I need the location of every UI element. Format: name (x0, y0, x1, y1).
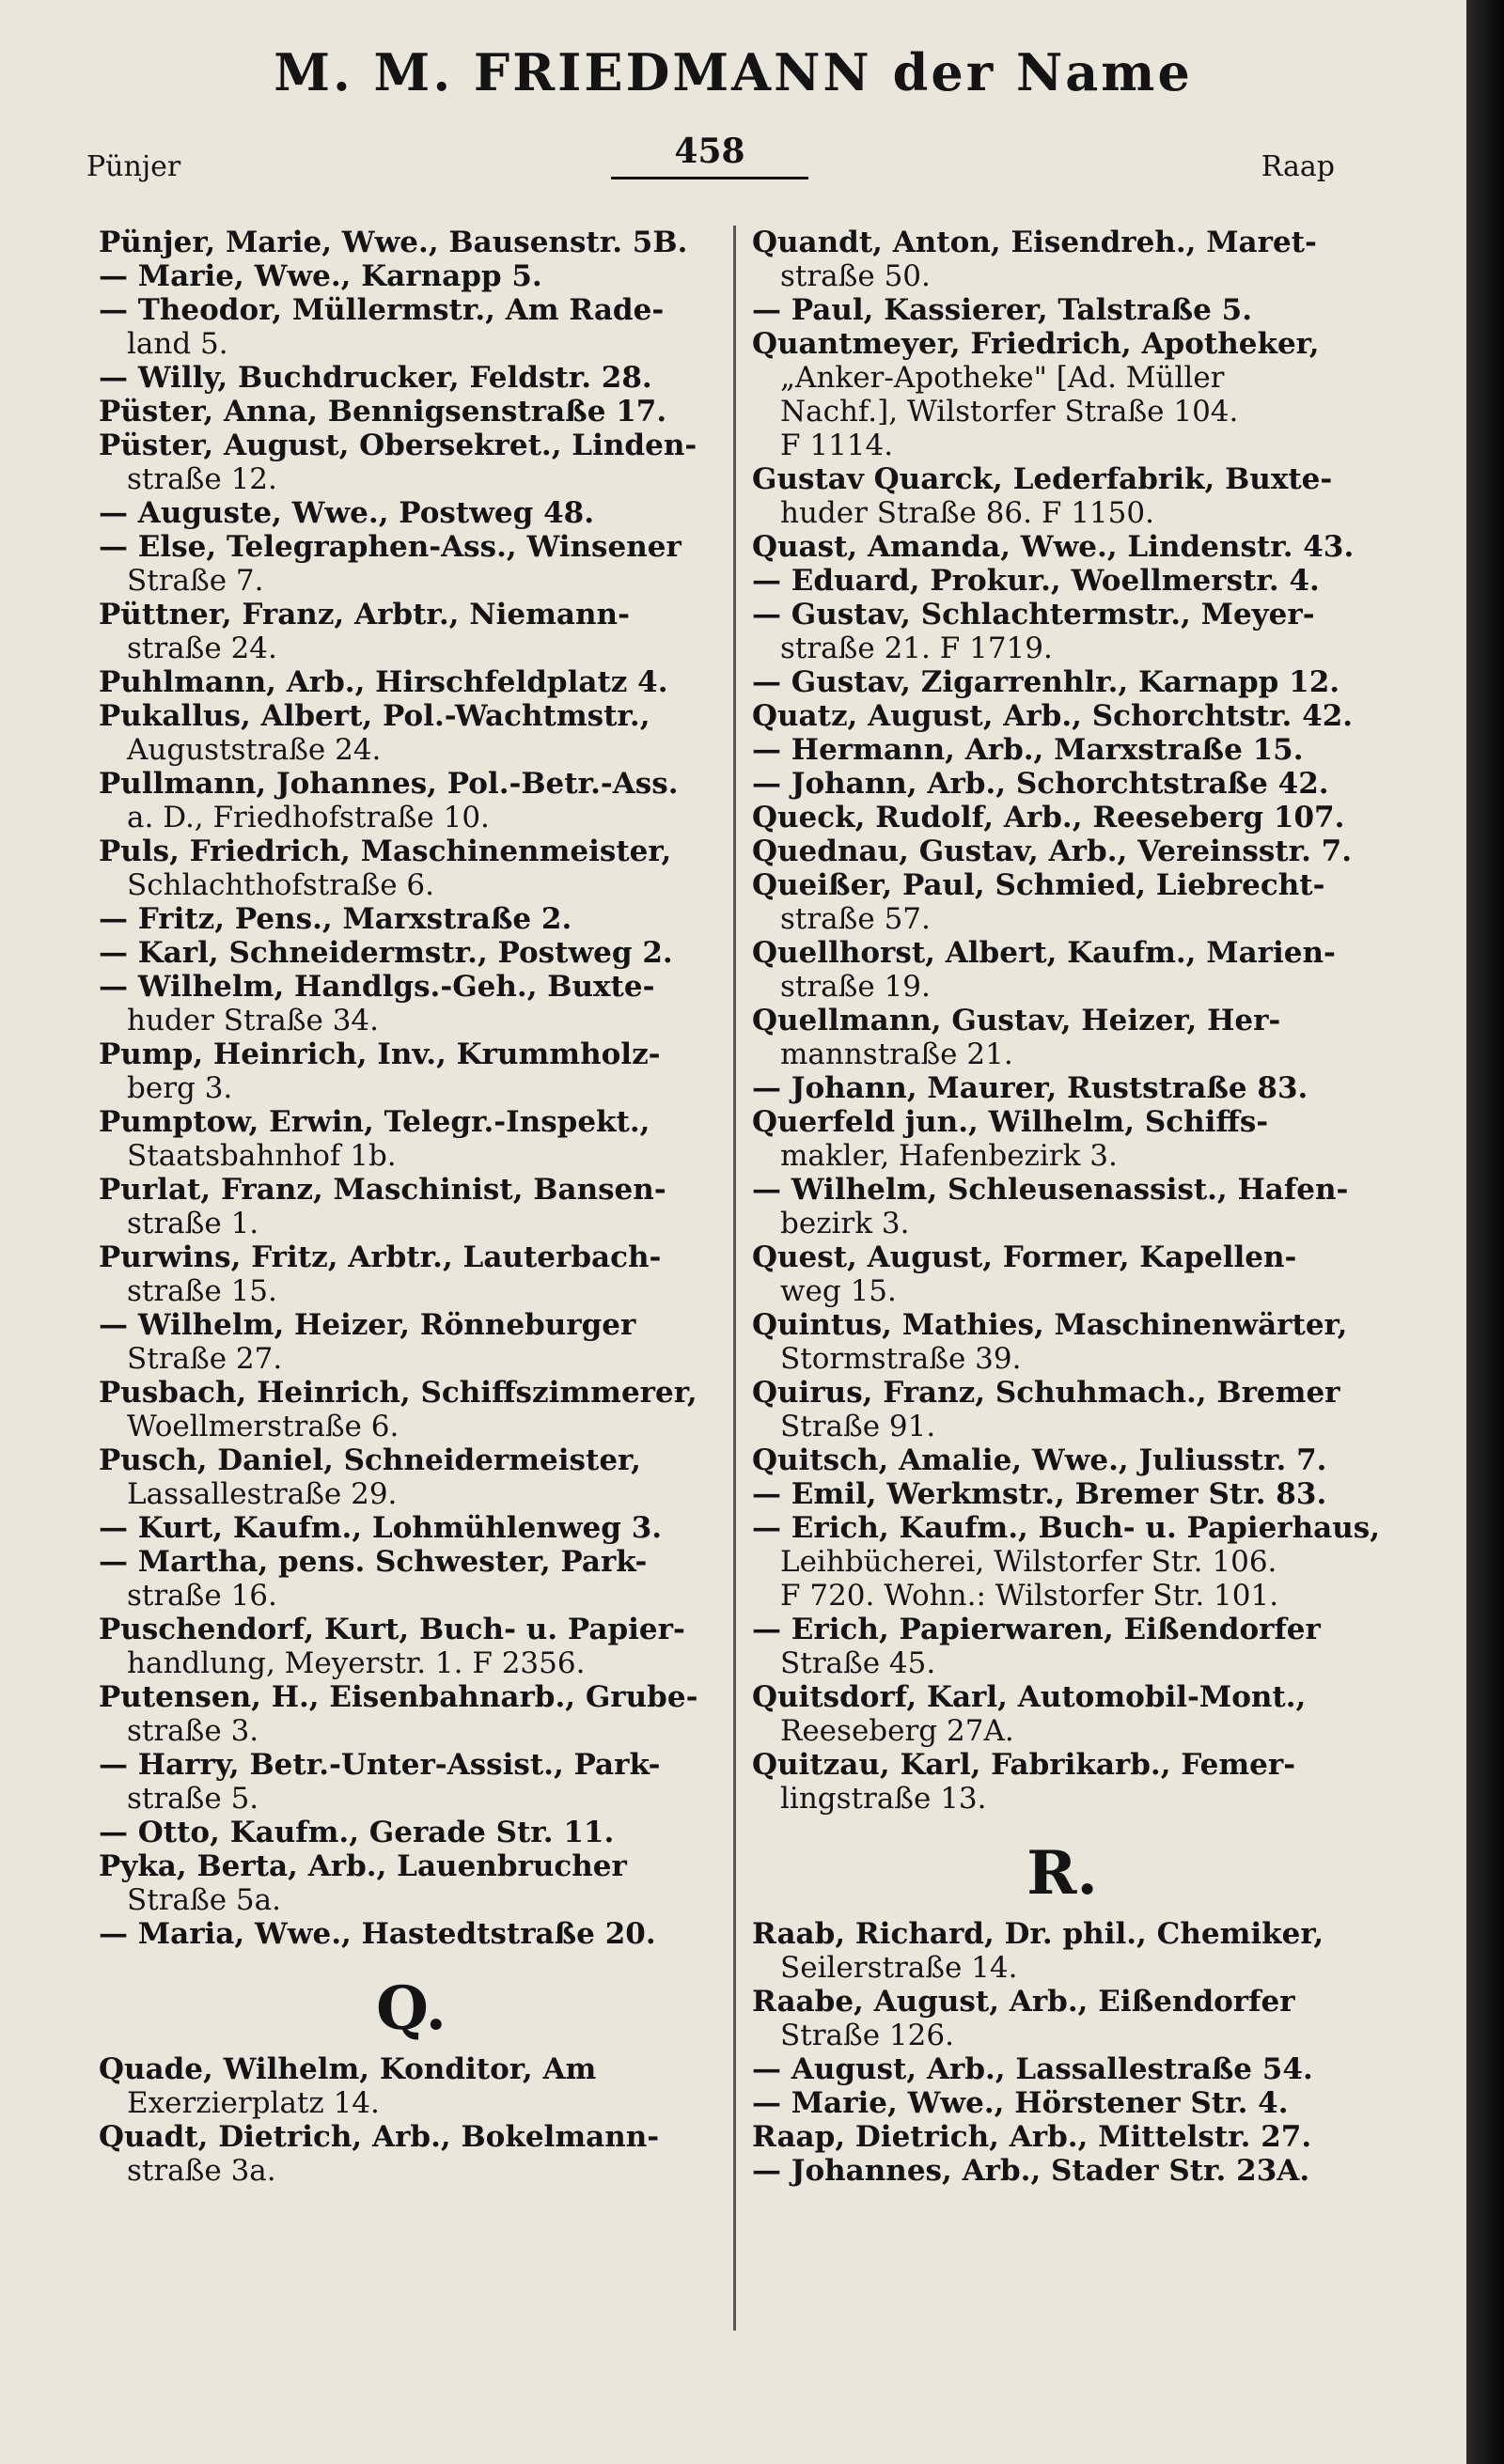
right-column (752, 226, 1381, 2188)
directory-entry-name: — Wilhelm, Heizer, Rönneburger (99, 1308, 636, 1342)
directory-entry-continuation: straße 12. (127, 462, 277, 496)
directory-entry-name: — Wilhelm, Schleusenassist., Hafen- (752, 1173, 1349, 1207)
directory-entry-continuation: straße 21. F 1719. (780, 632, 1053, 665)
directory-entry-name: Quirus, Franz, Schuhmach., Bremer (752, 1376, 1340, 1410)
directory-entry (99, 902, 724, 936)
directory-entry-name: — Maria, Wwe., Hastedtstraße 20. (99, 1917, 656, 1951)
directory-entry (752, 1004, 1372, 1071)
directory-entry-name: — Else, Telegraphen-Ass., Winsener (99, 530, 682, 564)
directory-entry (99, 699, 724, 767)
directory-entry-continuation: a. D., Friedhofstraße 10. (127, 801, 490, 834)
directory-entry-name: — Eduard, Prokur., Woellmerstr. 4. (752, 564, 1320, 598)
directory-entry-continuation: Straße 45. (780, 1646, 936, 1680)
directory-entry (99, 1240, 724, 1308)
directory-entry-continuation: lingstraße 13. (780, 1782, 987, 1816)
directory-entry-name: Quitsdorf, Karl, Automobil-Mont., (752, 1680, 1307, 1714)
page-number: 458 (611, 132, 808, 179)
directory-entry (752, 327, 1372, 462)
running-head-left: Pünjer (86, 150, 181, 183)
directory-entry-name: Püster, Anna, Bennigsenstraße 17. (99, 395, 667, 429)
directory-entry-continuation: huder Straße 34. (127, 1004, 379, 1037)
directory-entry-name: Pump, Heinrich, Inv., Krummholz- (99, 1037, 661, 1071)
directory-entry (99, 598, 724, 665)
directory-entry-name: — Fritz, Pens., Marxstraße 2. (99, 902, 572, 936)
directory-entry-name: Queck, Rudolf, Arb., Reeseberg 107. (752, 801, 1345, 834)
section-letter-r: R. (1026, 1838, 1098, 1909)
directory-entry-name: — Otto, Kaufm., Gerade Str. 11. (99, 1816, 615, 1849)
directory-entry-name: Pukallus, Albert, Pol.-Wachtmstr., (99, 699, 650, 733)
directory-entry (752, 834, 1372, 868)
directory-entry-name: Quatz, August, Arb., Schorchtstr. 42. (752, 699, 1354, 733)
directory-entry-name: Puschendorf, Kurt, Buch- u. Papier- (99, 1613, 685, 1646)
directory-entry (752, 733, 1372, 767)
directory-entry (752, 1443, 1372, 1477)
masthead: M. M. FRIEDMANN der Name (274, 42, 1193, 102)
directory-entry-name: Putensen, H., Eisenbahnarb., Grube- (99, 1680, 698, 1714)
directory-entry (752, 1613, 1372, 1680)
directory-entry-name: Quitzau, Karl, Fabrikarb., Femer- (752, 1748, 1296, 1782)
directory-entry (99, 1443, 724, 1511)
directory-entry (99, 834, 724, 902)
directory-entry-name: — Hermann, Arb., Marxstraße 15. (752, 733, 1304, 767)
directory-entry (99, 1816, 724, 1849)
directory-entry (99, 361, 724, 395)
directory-entry-continuation: Woellmerstraße 6. (127, 1410, 400, 1443)
directory-entry-continuation: Exerzierplatz 14. (127, 2086, 380, 2120)
directory-entry (99, 1748, 724, 1816)
directory-entry-continuation: straße 15. (127, 1274, 277, 1308)
directory-entry (99, 1173, 724, 1240)
directory-entry (99, 1680, 724, 1748)
directory-entry-name: Raap, Dietrich, Arb., Mittelstr. 27. (752, 2120, 1312, 2154)
directory-entry-name: Raabe, August, Arb., Eißendorfer (752, 1985, 1295, 2019)
directory-entry-continuation: straße 19. (780, 970, 931, 1004)
directory-entry-name: — Gustav, Zigarrenhlr., Karnapp 12. (752, 665, 1340, 699)
directory-entry-continuation: Staatsbahnhof 1b. (127, 1139, 397, 1173)
directory-entry-continuation: Straße 5a. (127, 1883, 281, 1917)
directory-entry-name: — Marie, Wwe., Karnapp 5. (99, 259, 542, 293)
directory-entry-continuation: Straße 27. (127, 1342, 283, 1376)
directory-entry-name: — Willy, Buchdrucker, Feldstr. 28. (99, 361, 652, 395)
directory-entry (752, 530, 1372, 564)
directory-entry-name: Püster, August, Obersekret., Linden- (99, 429, 697, 462)
directory-entry-continuation: straße 1. (127, 1207, 259, 1240)
directory-entry-continuation: Seilerstraße 14. (780, 1951, 1018, 1985)
directory-entry-name: — August, Arb., Lassallestraße 54. (752, 2052, 1313, 2086)
directory-entry-name: Pullmann, Johannes, Pol.-Betr.-Ass. (99, 767, 679, 801)
directory-entry (752, 598, 1372, 665)
directory-entry-continuation: Schlachthofstraße 6. (127, 868, 434, 902)
directory-entry-name: Gustav Quarck, Lederfabrik, Buxte- (752, 462, 1333, 496)
directory-entry-continuation: Straße 91. (780, 1410, 936, 1443)
left-column-entries (99, 226, 724, 1951)
directory-entry-continuation: Stormstraße 39. (780, 1342, 1022, 1376)
directory-entry (99, 936, 724, 970)
directory-entry (99, 1511, 724, 1545)
directory-entry (99, 1545, 724, 1613)
directory-entry-name: Pusbach, Heinrich, Schiffszimmerer, (99, 1376, 697, 1410)
directory-entry (99, 970, 724, 1037)
directory-entry (752, 2052, 1372, 2086)
directory-entry (752, 1511, 1381, 1613)
directory-entry (752, 293, 1372, 327)
directory-entry-continuation: huder Straße 86. F 1150. (780, 496, 1154, 530)
directory-entry (99, 2052, 724, 2120)
directory-entry-name: Quednau, Gustav, Arb., Vereinsstr. 7. (752, 834, 1353, 868)
directory-entry-name: — Johann, Arb., Schorchtstraße 42. (752, 767, 1329, 801)
directory-entry (752, 699, 1372, 733)
directory-entry (752, 1748, 1372, 1816)
directory-entry-continuation: land 5. (127, 327, 228, 361)
directory-entry (752, 801, 1372, 834)
directory-entry-continuation: „Anker-Apotheke" [Ad. Müller (780, 361, 1225, 395)
directory-entry-name: Puhlmann, Arb., Hirschfeldplatz 4. (99, 665, 668, 699)
directory-entry-name: — Johann, Maurer, Ruststraße 83. (752, 1071, 1308, 1105)
directory-entry-continuation: straße 16. (127, 1579, 277, 1613)
directory-entry-continuation: Auguststraße 24. (127, 733, 382, 767)
directory-entry (752, 1240, 1372, 1308)
directory-entry (99, 665, 724, 699)
left-column (99, 226, 724, 2188)
directory-entry (99, 530, 724, 598)
directory-entry (752, 2154, 1372, 2188)
directory-entry (752, 2120, 1372, 2154)
directory-entry (752, 462, 1372, 530)
directory-entry-name: — Theodor, Müllermstr., Am Rade- (99, 293, 665, 327)
directory-entry-continuation: straße 50. (780, 259, 931, 293)
directory-entry-continuation: Nachf.], Wilstorfer Straße 104. (780, 395, 1239, 429)
directory-entry-continuation: Straße 7. (127, 564, 264, 598)
directory-entry (99, 1105, 724, 1173)
directory-entry-name: — Erich, Papierwaren, Eißendorfer (752, 1613, 1321, 1646)
directory-entry-name: Pumptow, Erwin, Telegr.-Inspekt., (99, 1105, 650, 1139)
page-edge-shadow (1466, 0, 1504, 2464)
directory-entry (99, 1308, 724, 1376)
directory-entry-name: Quellhorst, Albert, Kaufm., Marien- (752, 936, 1336, 970)
directory-entry-name: Pusch, Daniel, Schneidermeister, (99, 1443, 641, 1477)
directory-entry (752, 1308, 1372, 1376)
column-divider (733, 226, 736, 2331)
section-r-entries (752, 1917, 1372, 2188)
directory-entry (99, 429, 724, 496)
section-q-entries (99, 2052, 724, 2188)
directory-entry-name: — Emil, Werkmstr., Bremer Str. 83. (752, 1477, 1327, 1511)
directory-entry-name: Purwins, Fritz, Arbtr., Lauterbach- (99, 1240, 662, 1274)
directory-entry-name: — Paul, Kassierer, Talstraße 5. (752, 293, 1252, 327)
directory-entry-name: — Marie, Wwe., Hörstener Str. 4. (752, 2086, 1289, 2120)
directory-entry (752, 226, 1372, 293)
directory-entry-name: Quantmeyer, Friedrich, Apotheker, (752, 327, 1320, 361)
directory-entry-continuation: F 1114. (780, 429, 894, 462)
directory-entry (752, 1105, 1372, 1173)
directory-entry-name: Querfeld jun., Wilhelm, Schiffs- (752, 1105, 1269, 1139)
directory-entry (99, 1849, 724, 1917)
running-head-right: Raap (1261, 150, 1335, 183)
directory-entry-name: Puls, Friedrich, Maschinenmeister, (99, 834, 672, 868)
directory-entry (99, 226, 724, 259)
directory-entry (752, 767, 1372, 801)
directory-entry (99, 293, 724, 361)
directory-entry-name: Quintus, Mathies, Maschinenwärter, (752, 1308, 1348, 1342)
directory-entry-name: Quest, August, Former, Kapellen- (752, 1240, 1297, 1274)
directory-entry-name: Quandt, Anton, Eisendreh., Maret- (752, 226, 1317, 259)
directory-entry-name: — Kurt, Kaufm., Lohmühlenweg 3. (99, 1511, 663, 1545)
directory-entry-continuation: berg 3. (127, 1071, 233, 1105)
directory-entry (99, 1376, 724, 1443)
directory-entry (752, 2086, 1372, 2120)
directory-entry (99, 496, 724, 530)
directory-entry (752, 1477, 1372, 1511)
directory-entry-name: Quadt, Dietrich, Arb., Bokelmann- (99, 2120, 660, 2154)
directory-entry (752, 1917, 1372, 1985)
directory-entry (752, 1173, 1372, 1240)
directory-entry-continuation: Leihbücherei, Wilstorfer Str. 106. (780, 1545, 1277, 1579)
directory-entry-name: — Karl, Schneidermstr., Postweg 2. (99, 936, 673, 970)
directory-entry-continuation: makler, Hafenbezirk 3. (780, 1139, 1118, 1173)
directory-entry-continuation: Reeseberg 27A. (780, 1714, 1014, 1748)
directory-entry (752, 1376, 1372, 1443)
directory-entry (752, 564, 1372, 598)
directory-entry (752, 936, 1372, 1004)
directory-entry-continuation: straße 3a. (127, 2154, 276, 2188)
directory-entry-name: Queißer, Paul, Schmied, Liebrecht- (752, 868, 1325, 902)
directory-entry-name: Quitsch, Amalie, Wwe., Juliusstr. 7. (752, 1443, 1327, 1477)
directory-entry-name: — Martha, pens. Schwester, Park- (99, 1545, 648, 1579)
directory-entry-continuation: straße 24. (127, 632, 277, 665)
directory-entry (99, 1917, 724, 1951)
directory-entry-name: — Erich, Kaufm., Buch- u. Papierhaus, (752, 1511, 1381, 1545)
directory-entry-name: Quast, Amanda, Wwe., Lindenstr. 43. (752, 530, 1355, 564)
directory-entry-name: Raab, Richard, Dr. phil., Chemiker, (752, 1917, 1324, 1951)
directory-entry-continuation: straße 5. (127, 1782, 259, 1816)
directory-entry (752, 665, 1372, 699)
directory-entry-continuation: bezirk 3. (780, 1207, 910, 1240)
directory-entry (99, 2120, 724, 2188)
directory-entry-name: Purlat, Franz, Maschinist, Bansen- (99, 1173, 666, 1207)
directory-entry-continuation: weg 15. (780, 1274, 897, 1308)
directory-entry-continuation: straße 57. (780, 902, 931, 936)
directory-entry-name: Pünjer, Marie, Wwe., Bausenstr. 5B. (99, 226, 688, 259)
directory-entry-continuation: mannstraße 21. (780, 1037, 1013, 1071)
directory-entry-name: — Gustav, Schlachtermstr., Meyer- (752, 598, 1315, 632)
directory-entry-name: Quellmann, Gustav, Heizer, Her- (752, 1004, 1281, 1037)
directory-entry-name: — Auguste, Wwe., Postweg 48. (99, 496, 595, 530)
directory-entry (99, 1037, 724, 1105)
directory-entry-continuation: straße 3. (127, 1714, 259, 1748)
directory-entry (99, 1613, 724, 1680)
directory-entry (752, 868, 1372, 936)
directory-entry-continuation: handlung, Meyerstr. 1. F 2356. (127, 1646, 586, 1680)
right-column-entries (752, 226, 1381, 1816)
directory-entry-name: Pyka, Berta, Arb., Lauenbrucher (99, 1849, 627, 1883)
directory-entry (99, 259, 724, 293)
directory-entry (99, 767, 724, 834)
section-letter-q: Q. (376, 1973, 446, 2044)
directory-entry-continuation: F 720. Wohn.: Wilstorfer Str. 101. (780, 1579, 1279, 1613)
directory-entry (752, 1071, 1372, 1105)
directory-entry-name: — Harry, Betr.-Unter-Assist., Park- (99, 1748, 661, 1782)
directory-entry (752, 1985, 1372, 2052)
directory-entry (752, 1680, 1372, 1748)
directory-entry-name: Quade, Wilhelm, Konditor, Am (99, 2052, 597, 2086)
directory-entry (99, 395, 724, 429)
directory-entry-continuation: Straße 126. (780, 2019, 954, 2052)
directory-entry-name: — Wilhelm, Handlgs.-Geh., Buxte- (99, 970, 655, 1004)
directory-entry-name: Püttner, Franz, Arbtr., Niemann- (99, 598, 630, 632)
directory-entry-name: — Johannes, Arb., Stader Str. 23A. (752, 2154, 1310, 2188)
directory-entry-continuation: Lassallestraße 29. (127, 1477, 398, 1511)
